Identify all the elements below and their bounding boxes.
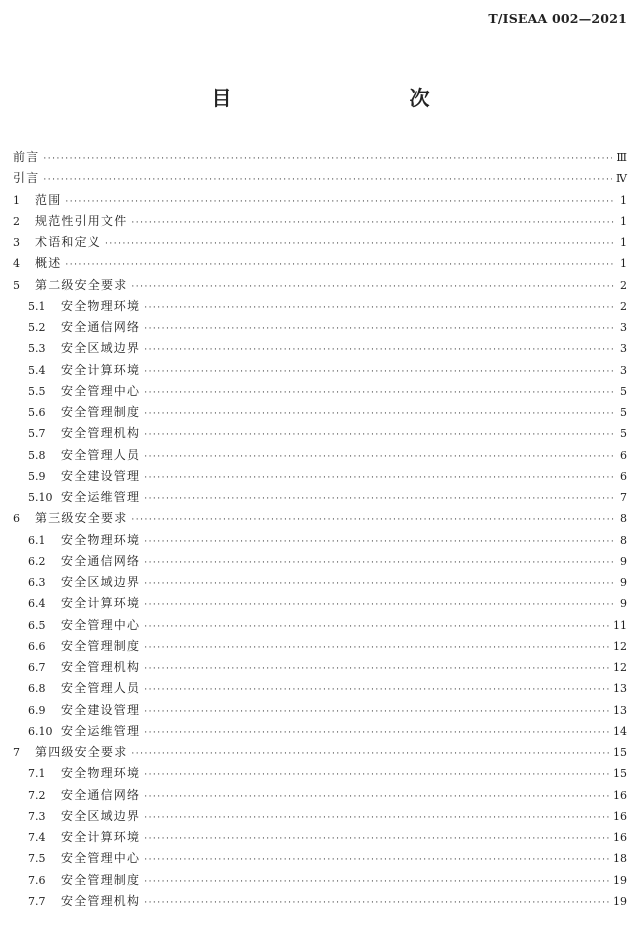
toc-entry[interactable] bbox=[13, 466, 627, 487]
toc-entry-label: 安全建设管理 bbox=[61, 468, 141, 483]
toc-entry[interactable] bbox=[13, 317, 627, 338]
toc-entry-number: 5.4 bbox=[28, 363, 46, 377]
toc-entry-label: 安全物理环境 bbox=[61, 298, 141, 313]
toc-entry[interactable] bbox=[13, 381, 627, 402]
toc-entry-label: 安全计算环境 bbox=[61, 596, 141, 611]
toc-entry-page: 2 bbox=[620, 278, 627, 292]
toc-entry-label: 第三级安全要求 bbox=[35, 511, 128, 526]
toc-entry-label: 第四级安全要求 bbox=[35, 745, 128, 759]
toc-leader-dots bbox=[144, 553, 615, 574]
toc-entry-label: 安全区域边界 bbox=[61, 341, 141, 356]
toc-leader-dots bbox=[144, 787, 609, 808]
toc-leader-dots bbox=[144, 829, 609, 850]
toc-entry-page: 1 bbox=[620, 257, 627, 271]
toc-entry[interactable] bbox=[13, 700, 627, 721]
toc-entry-label: 第二级安全要求 bbox=[35, 277, 128, 292]
toc-leader-dots bbox=[144, 298, 615, 319]
toc-entry-number: 5.9 bbox=[28, 469, 46, 483]
toc-entry-label: 安全通信网络 bbox=[61, 553, 141, 568]
toc-entry-page: Ⅳ bbox=[616, 172, 627, 186]
toc-entry-page: 12 bbox=[613, 661, 627, 674]
toc-entry[interactable] bbox=[13, 296, 627, 317]
toc-leader-dots bbox=[43, 149, 612, 170]
toc-entry-page: 3 bbox=[620, 321, 627, 334]
toc-leader-dots bbox=[144, 383, 615, 404]
toc-entry[interactable] bbox=[13, 360, 627, 381]
toc-entry[interactable] bbox=[13, 785, 627, 806]
toc-leader-dots bbox=[144, 765, 609, 786]
toc-entry-page: 9 bbox=[620, 576, 627, 589]
toc-entry[interactable] bbox=[13, 870, 627, 891]
toc-entry-page: 7 bbox=[620, 491, 627, 504]
toc-entry-label: 安全区域边界 bbox=[61, 575, 141, 589]
toc-entry-page: 18 bbox=[613, 852, 627, 866]
toc-leader-dots bbox=[144, 872, 609, 893]
toc-entry[interactable] bbox=[13, 487, 627, 508]
toc-entry-label: 安全计算环境 bbox=[61, 362, 141, 377]
toc-entry-page: 5 bbox=[620, 406, 627, 419]
toc-entry-number: 6.5 bbox=[28, 618, 46, 632]
toc-leader-dots bbox=[144, 468, 615, 489]
toc-entry-number: 5 bbox=[13, 278, 20, 292]
toc-entry[interactable] bbox=[13, 253, 627, 274]
toc-leader-dots bbox=[144, 659, 609, 680]
toc-entry-page: 15 bbox=[613, 767, 627, 781]
toc-entry-number: 6.10 bbox=[28, 724, 53, 738]
toc-entry-label: 安全管理中心 bbox=[61, 851, 141, 866]
toc-entry[interactable] bbox=[13, 232, 627, 253]
toc-entry-page: 16 bbox=[613, 788, 627, 802]
toc-entry[interactable] bbox=[13, 615, 627, 636]
toc-entry[interactable] bbox=[13, 508, 627, 529]
toc-leader-dots bbox=[144, 702, 609, 723]
toc-entry-number: 3 bbox=[13, 236, 20, 249]
toc-entry-page: 9 bbox=[620, 597, 627, 611]
toc-entry[interactable] bbox=[13, 678, 627, 699]
toc-entry-page: 16 bbox=[613, 809, 627, 823]
toc-leader-dots bbox=[144, 595, 615, 616]
toc-entry-number: 6.7 bbox=[28, 661, 46, 674]
toc-entry[interactable] bbox=[13, 423, 627, 444]
toc-entry-number: 7.7 bbox=[28, 894, 46, 908]
toc-entry-number: 5.8 bbox=[28, 448, 46, 462]
toc-entry-label: 概述 bbox=[35, 256, 62, 271]
toc-entry-page: 14 bbox=[613, 724, 627, 738]
toc-entry-number: 1 bbox=[13, 193, 20, 207]
toc-entry-page: 5 bbox=[620, 384, 627, 398]
toc-entry-number: 5.5 bbox=[28, 384, 46, 398]
toc-entry-page: 3 bbox=[620, 363, 627, 377]
toc-entry-label: 前言 bbox=[13, 150, 40, 164]
toc-entry-page: 9 bbox=[620, 554, 627, 568]
toc-leader-dots bbox=[144, 404, 615, 425]
toc-leader-dots bbox=[144, 808, 609, 829]
toc-entry-page: 1 bbox=[620, 236, 627, 249]
table-of-contents bbox=[13, 147, 627, 912]
toc-entry-label: 引言 bbox=[13, 171, 40, 186]
toc-entry-number: 6.9 bbox=[28, 703, 46, 717]
toc-entry-number: 7.6 bbox=[28, 873, 46, 887]
toc-entry-number: 4 bbox=[13, 257, 20, 271]
toc-entry-number: 5.6 bbox=[28, 406, 46, 419]
toc-entry[interactable] bbox=[13, 402, 627, 423]
toc-entry-number: 7.3 bbox=[28, 809, 46, 823]
toc-entry[interactable] bbox=[13, 147, 627, 168]
toc-entry-number: 6.3 bbox=[28, 576, 46, 589]
toc-entry-number: 5.1 bbox=[28, 299, 46, 313]
toc-entry-number: 7.2 bbox=[28, 788, 46, 802]
toc-entry-number: 6.4 bbox=[28, 597, 46, 611]
toc-entry-label: 安全运维管理 bbox=[61, 723, 141, 738]
toc-entry-page: Ⅲ bbox=[616, 151, 627, 164]
toc-entry[interactable] bbox=[13, 572, 627, 593]
toc-leader-dots bbox=[43, 170, 612, 191]
toc-entry-label: 安全物理环境 bbox=[61, 532, 141, 547]
toc-entry-label: 安全管理人员 bbox=[61, 447, 141, 462]
toc-leader-dots bbox=[131, 213, 615, 234]
toc-entry-label: 安全管理人员 bbox=[61, 681, 141, 696]
toc-leader-dots bbox=[144, 680, 609, 701]
toc-entry-page: 1 bbox=[620, 193, 627, 207]
toc-leader-dots bbox=[144, 340, 615, 361]
toc-entry-page: 12 bbox=[613, 639, 627, 653]
toc-entry-number: 5.3 bbox=[28, 342, 46, 356]
toc-leader-dots bbox=[131, 510, 615, 531]
toc-entry-number: 6.2 bbox=[28, 554, 46, 568]
toc-entry[interactable] bbox=[13, 636, 627, 657]
toc-entry-page: 11 bbox=[613, 618, 627, 632]
toc-entry[interactable] bbox=[13, 827, 627, 848]
toc-entry-label: 规范性引用文件 bbox=[35, 213, 128, 228]
toc-entry-label: 安全管理制度 bbox=[61, 872, 141, 887]
toc-leader-dots bbox=[144, 489, 615, 510]
toc-entry-page: 3 bbox=[620, 342, 627, 356]
toc-entry-label: 安全管理制度 bbox=[61, 405, 141, 419]
toc-entry-number: 6.8 bbox=[28, 682, 46, 696]
toc-leader-dots bbox=[144, 425, 615, 446]
toc-entry-label: 安全区域边界 bbox=[61, 808, 141, 823]
toc-entry[interactable] bbox=[13, 551, 627, 572]
toc-entry[interactable] bbox=[13, 891, 627, 912]
toc-entry[interactable] bbox=[13, 275, 627, 296]
toc-entry-label: 安全计算环境 bbox=[61, 830, 141, 844]
toc-entry[interactable] bbox=[13, 742, 627, 763]
toc-entry[interactable] bbox=[13, 190, 627, 211]
toc-entry-page: 16 bbox=[613, 831, 627, 844]
toc-entry-number: 6 bbox=[13, 512, 20, 526]
page-title: 目 次 bbox=[211, 86, 476, 110]
toc-leader-dots bbox=[144, 362, 615, 383]
toc-entry-label: 安全建设管理 bbox=[61, 702, 141, 717]
toc-leader-dots bbox=[144, 850, 609, 871]
toc-entry[interactable] bbox=[13, 168, 627, 189]
toc-entry-number: 5.2 bbox=[28, 321, 46, 334]
toc-entry-page: 6 bbox=[620, 448, 627, 462]
toc-entry-label: 安全物理环境 bbox=[61, 766, 141, 781]
toc-entry[interactable] bbox=[13, 530, 627, 551]
toc-entry-label: 安全运维管理 bbox=[61, 490, 141, 504]
toc-leader-dots bbox=[65, 255, 615, 276]
document-code: T/ISEAA 002—2021 bbox=[488, 11, 627, 26]
toc-leader-dots bbox=[144, 574, 615, 595]
toc-entry-page: 8 bbox=[620, 533, 627, 547]
toc-leader-dots bbox=[144, 638, 609, 659]
toc-leader-dots bbox=[131, 277, 615, 298]
toc-leader-dots bbox=[144, 723, 609, 744]
toc-entry-number: 6.6 bbox=[28, 639, 46, 653]
toc-entry-page: 1 bbox=[620, 214, 627, 228]
toc-entry-number: 7.4 bbox=[28, 831, 46, 844]
toc-entry-number: 7 bbox=[13, 746, 20, 759]
toc-entry-number: 2 bbox=[13, 214, 20, 228]
toc-entry[interactable] bbox=[13, 848, 627, 869]
toc-leader-dots bbox=[105, 234, 615, 255]
toc-leader-dots bbox=[131, 744, 609, 765]
toc-entry-page: 6 bbox=[620, 469, 627, 483]
toc-entry-page: 19 bbox=[613, 894, 627, 908]
toc-entry-label: 安全管理机构 bbox=[61, 893, 141, 908]
toc-entry-number: 5.7 bbox=[28, 427, 46, 441]
toc-entry-page: 2 bbox=[620, 299, 627, 313]
toc-entry-page: 13 bbox=[613, 682, 627, 696]
toc-leader-dots bbox=[144, 893, 609, 914]
toc-entry-label: 安全管理中心 bbox=[61, 617, 141, 632]
toc-entry[interactable] bbox=[13, 806, 627, 827]
toc-entry-page: 8 bbox=[620, 512, 627, 526]
toc-entry-page: 15 bbox=[613, 746, 627, 759]
toc-entry-page: 5 bbox=[620, 427, 627, 441]
toc-entry-number: 5.10 bbox=[28, 491, 53, 504]
toc-entry-label: 范围 bbox=[35, 192, 62, 207]
toc-entry[interactable] bbox=[13, 657, 627, 678]
toc-entry[interactable] bbox=[13, 721, 627, 742]
toc-entry-number: 6.1 bbox=[28, 533, 46, 547]
toc-leader-dots bbox=[144, 617, 609, 638]
toc-entry-label: 安全管理中心 bbox=[61, 383, 141, 398]
toc-entry-number: 7.1 bbox=[28, 767, 46, 781]
toc-leader-dots bbox=[144, 319, 615, 340]
toc-entry-label: 术语和定义 bbox=[35, 235, 102, 249]
toc-leader-dots bbox=[65, 192, 615, 213]
toc-leader-dots bbox=[144, 447, 615, 468]
toc-entry[interactable] bbox=[13, 593, 627, 614]
toc-entry-number: 7.5 bbox=[28, 852, 46, 866]
toc-entry-page: 13 bbox=[613, 703, 627, 717]
toc-entry-label: 安全通信网络 bbox=[61, 320, 141, 334]
toc-entry-page: 19 bbox=[613, 873, 627, 887]
toc-entry-label: 安全管理机构 bbox=[61, 660, 141, 674]
toc-entry-label: 安全通信网络 bbox=[61, 787, 141, 802]
toc-entry-label: 安全管理机构 bbox=[61, 426, 141, 441]
toc-entry[interactable] bbox=[13, 211, 627, 232]
toc-entry[interactable] bbox=[13, 763, 627, 784]
toc-entry[interactable] bbox=[13, 338, 627, 359]
toc-leader-dots bbox=[144, 532, 615, 553]
toc-entry-label: 安全管理制度 bbox=[61, 638, 141, 653]
toc-entry[interactable] bbox=[13, 445, 627, 466]
